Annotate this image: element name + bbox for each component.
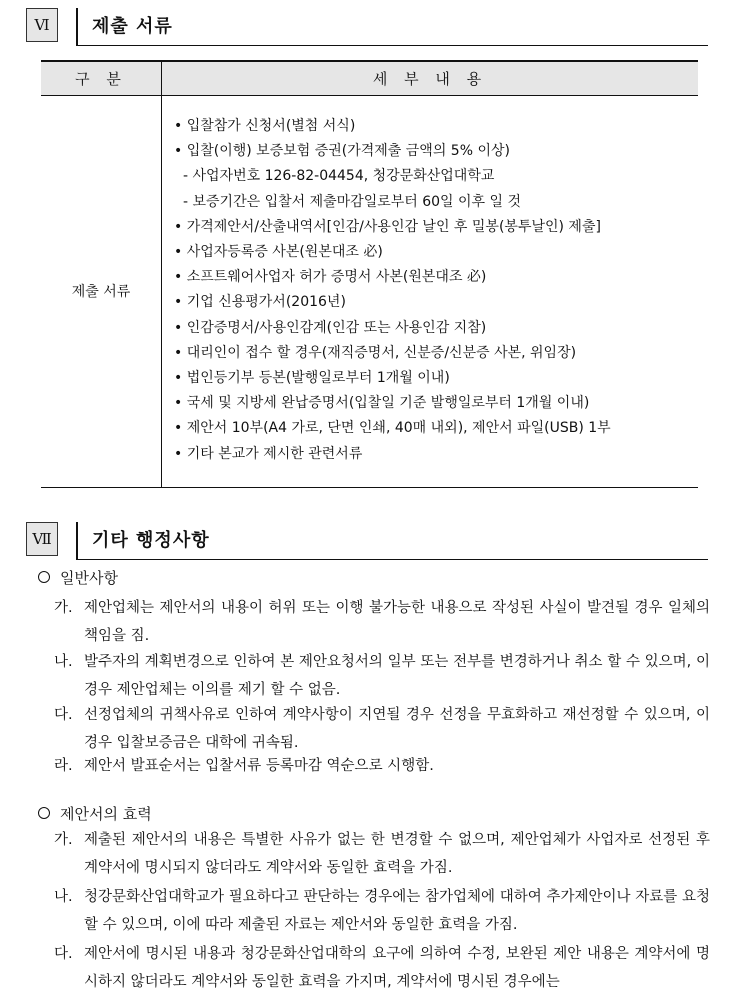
item-text: 청강문화산업대학교가 필요하다고 판단하는 경우에는 참가업체에 대하여 추가제안이나 자료를 요청할 수 있으며, 이에 따라 제출된 자료는 제안서와 동일한 효력을 가짐.: [84, 889, 710, 933]
item-label: 다.: [54, 707, 73, 723]
category-cell: 제출 서류: [41, 96, 162, 488]
list-item: • 인감증명서/사용인감계(인감 또는 사용인감 지참): [174, 319, 487, 336]
validity-item: [54, 826, 710, 882]
validity-heading-text: 제안서의 효력: [60, 805, 152, 823]
section-underline: [78, 45, 708, 46]
general-heading-text: 일반사항: [60, 569, 118, 587]
general-item: [54, 701, 710, 757]
list-item: • 제안서 10부(A4 가로, 단면 인쇄, 40매 내외), 제안서 파일(USB) 1부: [174, 420, 611, 437]
list-item: • 사업자등록증 사본(원본대조 必): [174, 244, 383, 261]
list-item: • 소프트웨어사업자 허가 증명서 사본(원본대조 必): [174, 269, 487, 286]
item-text: 제안업체는 제안서의 내용이 허위 또는 이행 불가능한 내용으로 작성된 사실이 발견될 경우 일체의 책임을 짐.: [84, 600, 710, 644]
item-label: 라.: [54, 758, 73, 774]
general-item: [54, 752, 710, 780]
item-label: 나.: [54, 654, 73, 670]
column-header-details: 세 부 내 용: [162, 61, 699, 96]
section-divider: [76, 522, 78, 560]
list-item: • 기타 본교가 제시한 관련서류: [174, 445, 363, 462]
validity-item: [54, 883, 710, 939]
details-cell: [162, 96, 699, 488]
list-subitem: - 보증기간은 입찰서 제출마감일로부터 60일 이후 일 것: [183, 193, 522, 210]
item-label: 다.: [54, 946, 73, 962]
item-label: 가.: [54, 600, 73, 616]
list-item: • 법인등기부 등본(발행일로부터 1개월 이내): [174, 370, 450, 387]
column-header-category: 구 분: [41, 61, 162, 96]
section-7-header: [26, 522, 708, 560]
item-label: 가.: [54, 832, 73, 848]
list-item: • 대리인이 접수 할 경우(재직증명서, 신분증/신분증 사본, 위임장): [174, 344, 577, 361]
item-text: 제출된 제안서의 내용은 특별한 사유가 없는 한 변경할 수 없으며, 제안업체가 사업자로 선정된 후 계약서에 명시되지 않더라도 계약서와 동일한 효력을 가짐.: [84, 832, 710, 876]
item-label: 나.: [54, 889, 73, 905]
list-item: • 가격제안서/산출내역서[인감/사용인감 날인 후 밀봉(봉투날인) 제출]: [174, 218, 601, 235]
item-text: 발주자의 계획변경으로 인하여 본 제안요청서의 일부 또는 전부를 변경하거나 취소 할 수 있으며, 이 경우 제안업체는 이의를 제기 할 수 없음.: [84, 654, 710, 698]
section-underline: [78, 559, 708, 560]
section-title: 기타 행정사항: [92, 530, 210, 551]
general-item: [54, 648, 710, 704]
circle-bullet-icon: [38, 571, 50, 583]
validity-heading: [38, 804, 152, 824]
section-number: Ⅶ: [26, 522, 58, 556]
table-row: [41, 96, 698, 488]
general-heading: [38, 568, 118, 588]
circle-bullet-icon: [38, 807, 50, 819]
list-item: • 국세 및 지방세 완납증명서(입찰일 기준 발행일로부터 1개월 이내): [174, 395, 590, 412]
list-item: • 기업 신용평가서(2016년): [174, 294, 346, 311]
section-6-header: [26, 8, 708, 46]
list-item: • 입찰(이행) 보증보험 증권(가격제출 금액의 5% 이상): [174, 143, 510, 160]
item-text: 제안서에 명시된 내용과 청강문화산업대학의 요구에 의하여 수정, 보완된 제안 내용은 계약서에 명시하지 않더라도 계약서와 동일한 효력을 가지며, 계약서에 명시된 경우에는: [84, 946, 710, 990]
section-divider: [76, 8, 78, 46]
item-text: 제안서 발표순서는 입찰서류 등록마감 역순으로 시행함.: [84, 758, 434, 774]
general-item: [54, 594, 710, 650]
section-title: 제출 서류: [92, 16, 173, 37]
item-text: 선정업체의 귀책사유로 인하여 계약사항이 지연될 경우 선정을 무효화하고 재선정할 수 있으며, 이 경우 입찰보증금은 대학에 귀속됨.: [84, 707, 710, 751]
section-number: Ⅵ: [26, 8, 58, 42]
list-subitem: - 사업자번호 126-82-04454, 청강문화산업대학교: [183, 168, 495, 185]
validity-item: [54, 940, 710, 996]
submission-table: [41, 60, 698, 488]
table-header-row: [41, 61, 698, 96]
list-item: • 입찰참가 신청서(별첨 서식): [174, 118, 356, 134]
